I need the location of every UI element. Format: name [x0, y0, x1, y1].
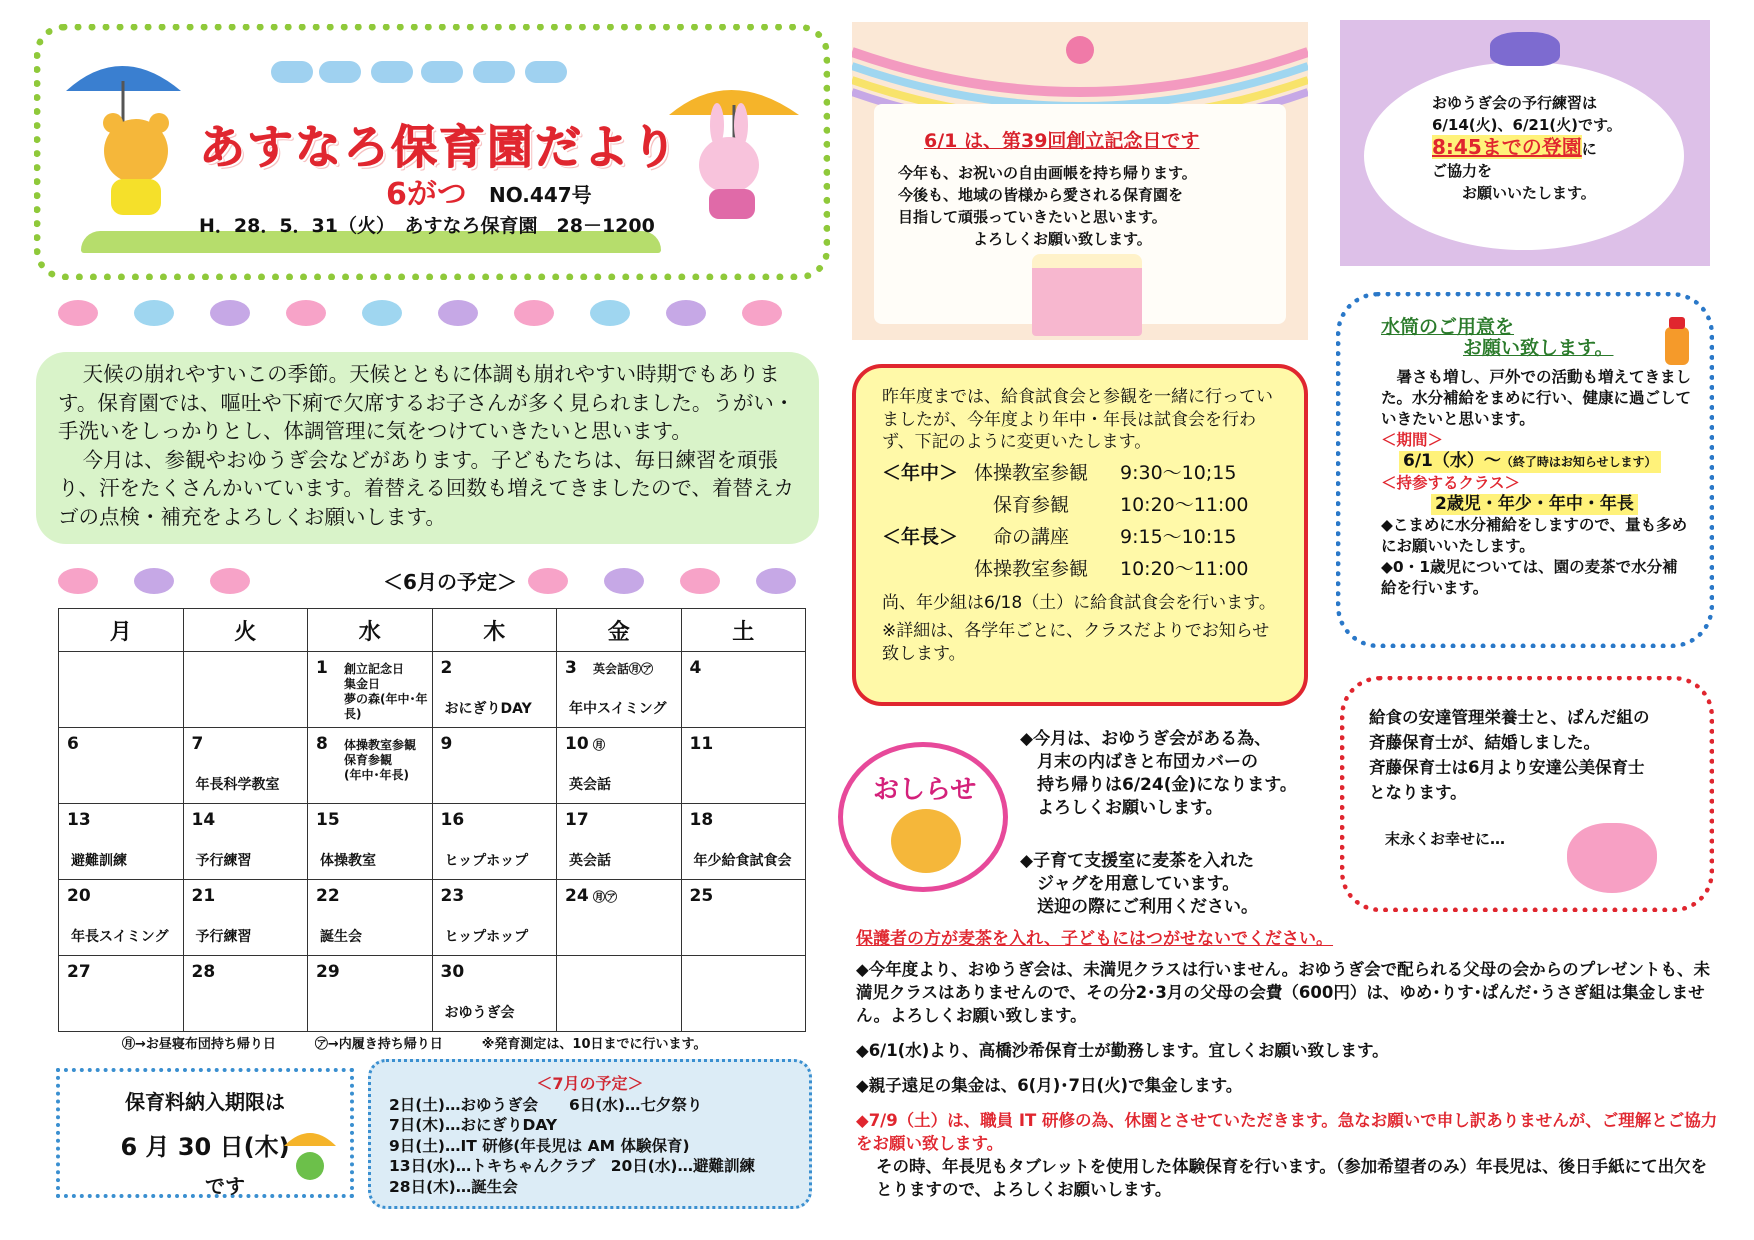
- wedding-line: 斉藤保育士は6月より安達公美保育士: [1369, 758, 1645, 777]
- water-bullet: ◆0・1歳児については、園の麦茶で水分補給を行います。: [1381, 558, 1678, 597]
- frog-umbrella-icon: [280, 1124, 340, 1184]
- calendar-date: 29: [316, 962, 340, 982]
- newsletter-header: [34, 24, 830, 280]
- snail-icon: [590, 300, 630, 326]
- calendar-cell: [308, 652, 433, 728]
- snail-icon: [604, 568, 644, 594]
- practice-highlight: 8:45までの登園: [1432, 135, 1582, 159]
- calendar-date: 11: [689, 734, 714, 754]
- snail-icon: [438, 300, 478, 326]
- calendar-cell: [432, 880, 557, 956]
- notice-item: ◆今月は、おゆうぎ会がある為、 月末の内ばきと布団カバーの 持ち帰りは6/24(金)になります。 よろしくお願いします。: [1020, 729, 1297, 818]
- bear-umbrella-illustration: [61, 51, 211, 221]
- july-item: 9日(土)…IT 研修(年長児は AM 体験保育): [389, 1136, 690, 1155]
- cloud-decoration: [271, 61, 313, 83]
- wedding-line: 給食の安達管理栄養士と、ぱんだ組の: [1369, 708, 1650, 727]
- july-schedule: [368, 1059, 812, 1209]
- lunch-time: 9:15～10:15: [1120, 525, 1237, 548]
- calendar-date: 22: [316, 886, 340, 906]
- calendar-note: 英会話㊊㋐: [593, 662, 654, 676]
- calendar-date: 9: [440, 734, 453, 754]
- calendar-cell: [681, 728, 806, 804]
- flower-icon: [210, 300, 250, 326]
- intro-message: [36, 352, 819, 544]
- calendar-cell: [557, 956, 682, 1032]
- ribbon-bow-icon: [1490, 32, 1560, 66]
- practice-line: ご協力を: [1432, 162, 1493, 180]
- calendar-cell: [59, 956, 184, 1032]
- flower-border: [58, 300, 818, 330]
- practice-line: に: [1581, 140, 1597, 158]
- calendar-week: [59, 880, 806, 956]
- rabbit-umbrella-illustration: [659, 65, 809, 235]
- lunch-row: [882, 492, 1278, 518]
- issue-number: NO.447号: [489, 183, 592, 207]
- calendar-date: 21: [191, 886, 216, 906]
- calendar-event: 避難訓練: [71, 853, 127, 869]
- calendar-cell: [308, 956, 433, 1032]
- intro-paragraph: 天候の崩れやすいこの季節。天候とともに体調も崩れやすい時期でもあります。保育園では、嘔吐や下痢で欠席するお子さんが多く見られました。うがい・手洗いをしっかりとし、体調管理に気をつけていきたいと思います。: [58, 362, 795, 443]
- water-title: お願い致します。: [1463, 337, 1614, 359]
- calendar-event: 年長スイミング: [71, 929, 169, 945]
- calendar-cell: [59, 804, 184, 880]
- calendar-cell: [59, 652, 184, 728]
- water-body: 暑さも増し、戸外での活動も増えてきました。水分補給をまめに行い、健康に過ごしていきたいと思います。: [1381, 368, 1692, 428]
- calendar-cell: [183, 956, 308, 1032]
- fee-line: 保育料納入期限は: [125, 1090, 285, 1114]
- calendar-day-header: 土: [681, 609, 806, 652]
- flower-icon: [58, 568, 98, 594]
- class-label: ＜持参するクラス＞: [1381, 474, 1521, 492]
- lunch-note: ※詳細は、各学年ごとに、クラスだよりでお知らせ致します。: [882, 621, 1270, 664]
- cloud-decoration: [319, 61, 361, 83]
- notice-badge: [838, 742, 1008, 892]
- calendar-week: [59, 956, 806, 1032]
- calendar-event: 年少給食試食会: [693, 853, 792, 869]
- practice-line: お願いいたします。: [1432, 184, 1596, 202]
- calendar-day-header: 水: [308, 609, 433, 652]
- anniversary-line: 今後も、地域の皆様から愛される保育園を: [898, 186, 1184, 204]
- calendar-cell: [432, 804, 557, 880]
- calendar-event: 年長科学教室: [195, 777, 280, 793]
- bottom-notice: ◆7/9（土）は、職員 IT 研修の為、休園とさせていただきます。急なお願いで申し訳ありませんが、ご理解とご協力をお願い致します。: [856, 1111, 1718, 1153]
- calendar-cell: [681, 956, 806, 1032]
- calendar-day-header: 木: [432, 609, 557, 652]
- period-note: （終了時はお知らせします）: [1500, 455, 1657, 469]
- practice-text: [1432, 92, 1622, 204]
- practice-line: おゆうぎ会の予行練習は: [1432, 94, 1598, 112]
- snail-icon: [756, 568, 796, 594]
- june-calendar: [58, 608, 806, 1032]
- calendar-cell: [557, 652, 682, 728]
- lunch-group: [882, 556, 974, 582]
- calendar-event: 予行練習: [195, 929, 252, 945]
- flower-icon: [666, 300, 706, 326]
- water-bottle-notice: [1336, 292, 1714, 648]
- calendar-date: 23: [440, 886, 465, 906]
- bottom-notice: ◆親子遠足の集金は、6(月)･7日(火)で集金します。: [856, 1076, 1243, 1095]
- notice-badge-label: おしらせ: [873, 775, 977, 805]
- calendar-cell: [432, 956, 557, 1032]
- period-box: [1399, 451, 1661, 473]
- july-item: 13日(水)…トキちゃんクラブ 20日(水)…避難訓練: [389, 1157, 755, 1175]
- cake-illustration: [1032, 254, 1142, 336]
- calendar-cell: [308, 728, 433, 804]
- calendar-day-header: 金: [557, 609, 682, 652]
- intro-paragraph: 今月は、参観やおゆうぎ会などがあります。子どもたちは、毎日練習を頑張り、汗をたくさんかいています。着替える回数も増えてきましたので、着替えカゴの点検・補充をよろしくお願いします。: [58, 447, 794, 529]
- lunch-time: 9:30～10;15: [1120, 461, 1237, 484]
- snail-icon: [134, 568, 174, 594]
- class-list: 2歳児・年少・年中・年長: [1431, 494, 1638, 515]
- july-item: 28日(木)…誕生会: [389, 1177, 518, 1196]
- anniversary-title: 6/1 は、第39回創立記念日です: [924, 130, 1200, 152]
- lunch-group: ＜年中＞: [882, 461, 959, 484]
- calendar-legend: ㊊→お昼寝布団持ち帰り日 ㋐→内履き持ち帰り日 ※発育測定は、10日までに行います。: [122, 1037, 707, 1052]
- july-item: 2日(土)…おゆうぎ会 6日(水)…七夕祭り: [389, 1095, 703, 1114]
- lunch-time: 10:20～11:00: [1120, 493, 1249, 516]
- calendar-event: ヒップホップ: [444, 853, 529, 869]
- calendar-date: 6: [67, 734, 79, 754]
- practice-line: 6/14(火)、6/21(火)です。: [1432, 116, 1622, 134]
- flower-icon: [58, 300, 98, 326]
- flower-icon: [514, 300, 554, 326]
- notice-item: ◆子育て支援室に麦茶を入れた ジャグを用意しています。 送迎の際にご利用ください。: [1020, 851, 1258, 917]
- calendar-date: 25: [689, 886, 714, 906]
- july-title: ＜7月の予定＞: [536, 1074, 644, 1093]
- calendar-cell: [308, 880, 433, 956]
- calendar-date: 3: [565, 658, 577, 678]
- calendar-event: 体操教室: [320, 853, 376, 869]
- calendar-cell: [557, 804, 682, 880]
- calendar-date: 24: [565, 886, 589, 906]
- calendar-date: 14: [191, 810, 216, 830]
- calendar-date: 28: [191, 962, 216, 982]
- flower-icon: [210, 568, 250, 594]
- calendar-cell: [557, 880, 682, 956]
- cloud-decoration: [525, 61, 567, 83]
- calendar-event: 誕生会: [320, 929, 362, 945]
- calendar-event: ヒップホップ: [444, 929, 529, 945]
- bottom-notice: ◆今年度より、おゆうぎ会は、未満児クラスは行いません。おゆうぎ会で配られる父母の会からのプレゼントも、未満児クラスはありませんので、その分2･3月の父母の会費（600円）は、ゆめ･りす･ぱんだ･うさぎ組は集金しません。よろしくお願い致します。: [856, 960, 1711, 1025]
- calendar-date: 8: [316, 734, 328, 754]
- anniversary-line: 今年も、お祝いの自由画帳を持ち帰ります。: [898, 164, 1197, 182]
- cloud-decoration: [421, 61, 463, 83]
- lunch-row: [882, 556, 1278, 582]
- lunch-row: [882, 524, 1278, 550]
- calendar-note: ㊊: [593, 738, 606, 752]
- anniversary-line: 目指して頑張っていきたいと思います。: [898, 208, 1167, 226]
- bear-icon: [891, 809, 961, 873]
- calendar-cell: [432, 728, 557, 804]
- calendar-cell: [183, 804, 308, 880]
- calendar-event: おにぎりDAY: [444, 701, 532, 717]
- calendar-cell: [59, 880, 184, 956]
- water-bullet: ◆こまめに水分補給をしますので、量も多めにお願いいたします。: [1381, 516, 1688, 555]
- lunch-note: 尚、年少組は6/18（土）に給食試食会を行います。: [882, 592, 1276, 613]
- calendar-event: 予行練習: [195, 853, 252, 869]
- lunch-group: [882, 492, 974, 518]
- calendar-event: 英会話: [569, 777, 611, 793]
- water-title: 水筒のご用意を: [1381, 316, 1515, 338]
- lunch-group: ＜年長＞: [882, 525, 959, 548]
- fee-line: です: [205, 1174, 245, 1198]
- anniversary-text: [898, 162, 1197, 250]
- calendar-date: 1: [316, 658, 328, 678]
- calendar-date: 17: [565, 810, 589, 830]
- anniversary-notice: [852, 22, 1308, 340]
- calendar-note: 創立記念日 集金日 夢の森(年中･年長): [344, 662, 428, 721]
- calendar-cell: [183, 652, 308, 728]
- heart-icon: [1567, 823, 1657, 893]
- fee-date: 6 月 30 日(木): [120, 1133, 290, 1161]
- lunch-event: 保育参観: [974, 493, 1070, 516]
- calendar-cell: [681, 880, 806, 956]
- calendar-event: 年中スイミング: [569, 701, 667, 717]
- calendar-cell: [557, 728, 682, 804]
- calendar-date: 20: [67, 886, 91, 906]
- lunch-event: 命の講座: [974, 525, 1070, 548]
- calendar-cell: [681, 804, 806, 880]
- wedding-notice: [1340, 676, 1714, 912]
- calendar-cell: [308, 804, 433, 880]
- calendar-week: [59, 652, 806, 728]
- notice-warning: 保護者の方が麦茶を入れ、子どもにはつがせないでください。: [856, 929, 1334, 949]
- wedding-line: 斉藤保育士が、結婚しました。: [1369, 733, 1600, 752]
- lunch-tasting-notice: [852, 364, 1308, 706]
- newsletter-title: あすなろ保育園だより: [199, 120, 679, 174]
- water-bottle-icon: [1657, 313, 1697, 369]
- wedding-line: となります。: [1369, 783, 1467, 802]
- calendar-cell: [183, 880, 308, 956]
- calendar-event: おゆうぎ会: [444, 1005, 515, 1021]
- lunch-event: 体操教室参観: [974, 557, 1089, 580]
- flower-icon: [680, 568, 720, 594]
- bunting-decoration: [852, 22, 1308, 112]
- schedule-title: ＜6月の予定＞: [383, 570, 517, 594]
- period-label: ＜期間＞: [1381, 431, 1444, 449]
- calendar-cell: [432, 652, 557, 728]
- wedding-wish: 末永くお幸せに…: [1385, 830, 1506, 848]
- snail-icon: [742, 300, 782, 326]
- calendar-week: [59, 728, 806, 804]
- calendar-note: 体操教室参観 保育参観 (年中･年長): [344, 738, 417, 782]
- calendar-date: 27: [67, 962, 91, 982]
- fee-deadline-box: [56, 1068, 354, 1198]
- period-value: 6/1（水）～: [1403, 451, 1501, 471]
- month-label: 6がつ: [386, 177, 467, 212]
- bottom-notice: ◆6/1(水)より、高橋沙希保育士が勤務します。宜しくお願い致します。: [856, 1041, 1389, 1060]
- lunch-intro: 昨年度までは、給食試食会と参観を一緒に行っていましたが、今年度より年中・年長は試食会を行わず、下記のように変更いたします。: [882, 387, 1273, 452]
- calendar-date: 30: [440, 962, 465, 982]
- cloud-decoration: [473, 61, 515, 83]
- calendar-date: 4: [689, 658, 702, 678]
- date-line: H．28．5．31（火） あすなろ保育園 28－1200: [199, 215, 655, 237]
- calendar-note: ㊊㋐: [593, 890, 618, 904]
- calendar-cell: [183, 728, 308, 804]
- calendar-date: 13: [67, 810, 91, 830]
- snail-icon: [286, 300, 326, 326]
- lunch-event: 体操教室参観: [974, 461, 1089, 484]
- calendar-day-header: 火: [183, 609, 308, 652]
- calendar-date: 16: [440, 810, 465, 830]
- bottom-notices: [856, 958, 1722, 1213]
- anniversary-line: よろしくお願い致します。: [898, 230, 1152, 248]
- calendar-day-header: 月: [59, 609, 184, 652]
- lunch-time: 10:20～11:00: [1120, 557, 1249, 580]
- calendar-cell: [59, 728, 184, 804]
- calendar-cell: [681, 652, 806, 728]
- calendar-date: 18: [689, 810, 714, 830]
- july-item: 7日(木)…おにぎりDAY: [389, 1116, 558, 1134]
- flower-icon: [362, 300, 402, 326]
- calendar-date: 2: [440, 658, 453, 678]
- calendar-date: 7: [191, 734, 204, 754]
- lunch-row: [882, 460, 1278, 486]
- practice-notice: [1340, 20, 1710, 266]
- calendar-date: 15: [316, 810, 340, 830]
- bottom-notice: その時、年長児もタブレットを使用した体験保育を行います。（参加希望者のみ）年長児は、後日手紙にて出欠をとりますので、よろしくお願いします。: [876, 1157, 1708, 1199]
- calendar-week: [59, 804, 806, 880]
- cloud-decoration: [371, 61, 413, 83]
- snail-icon: [134, 300, 174, 326]
- calendar-event: 英会話: [569, 853, 611, 869]
- calendar-date: 10: [565, 734, 589, 754]
